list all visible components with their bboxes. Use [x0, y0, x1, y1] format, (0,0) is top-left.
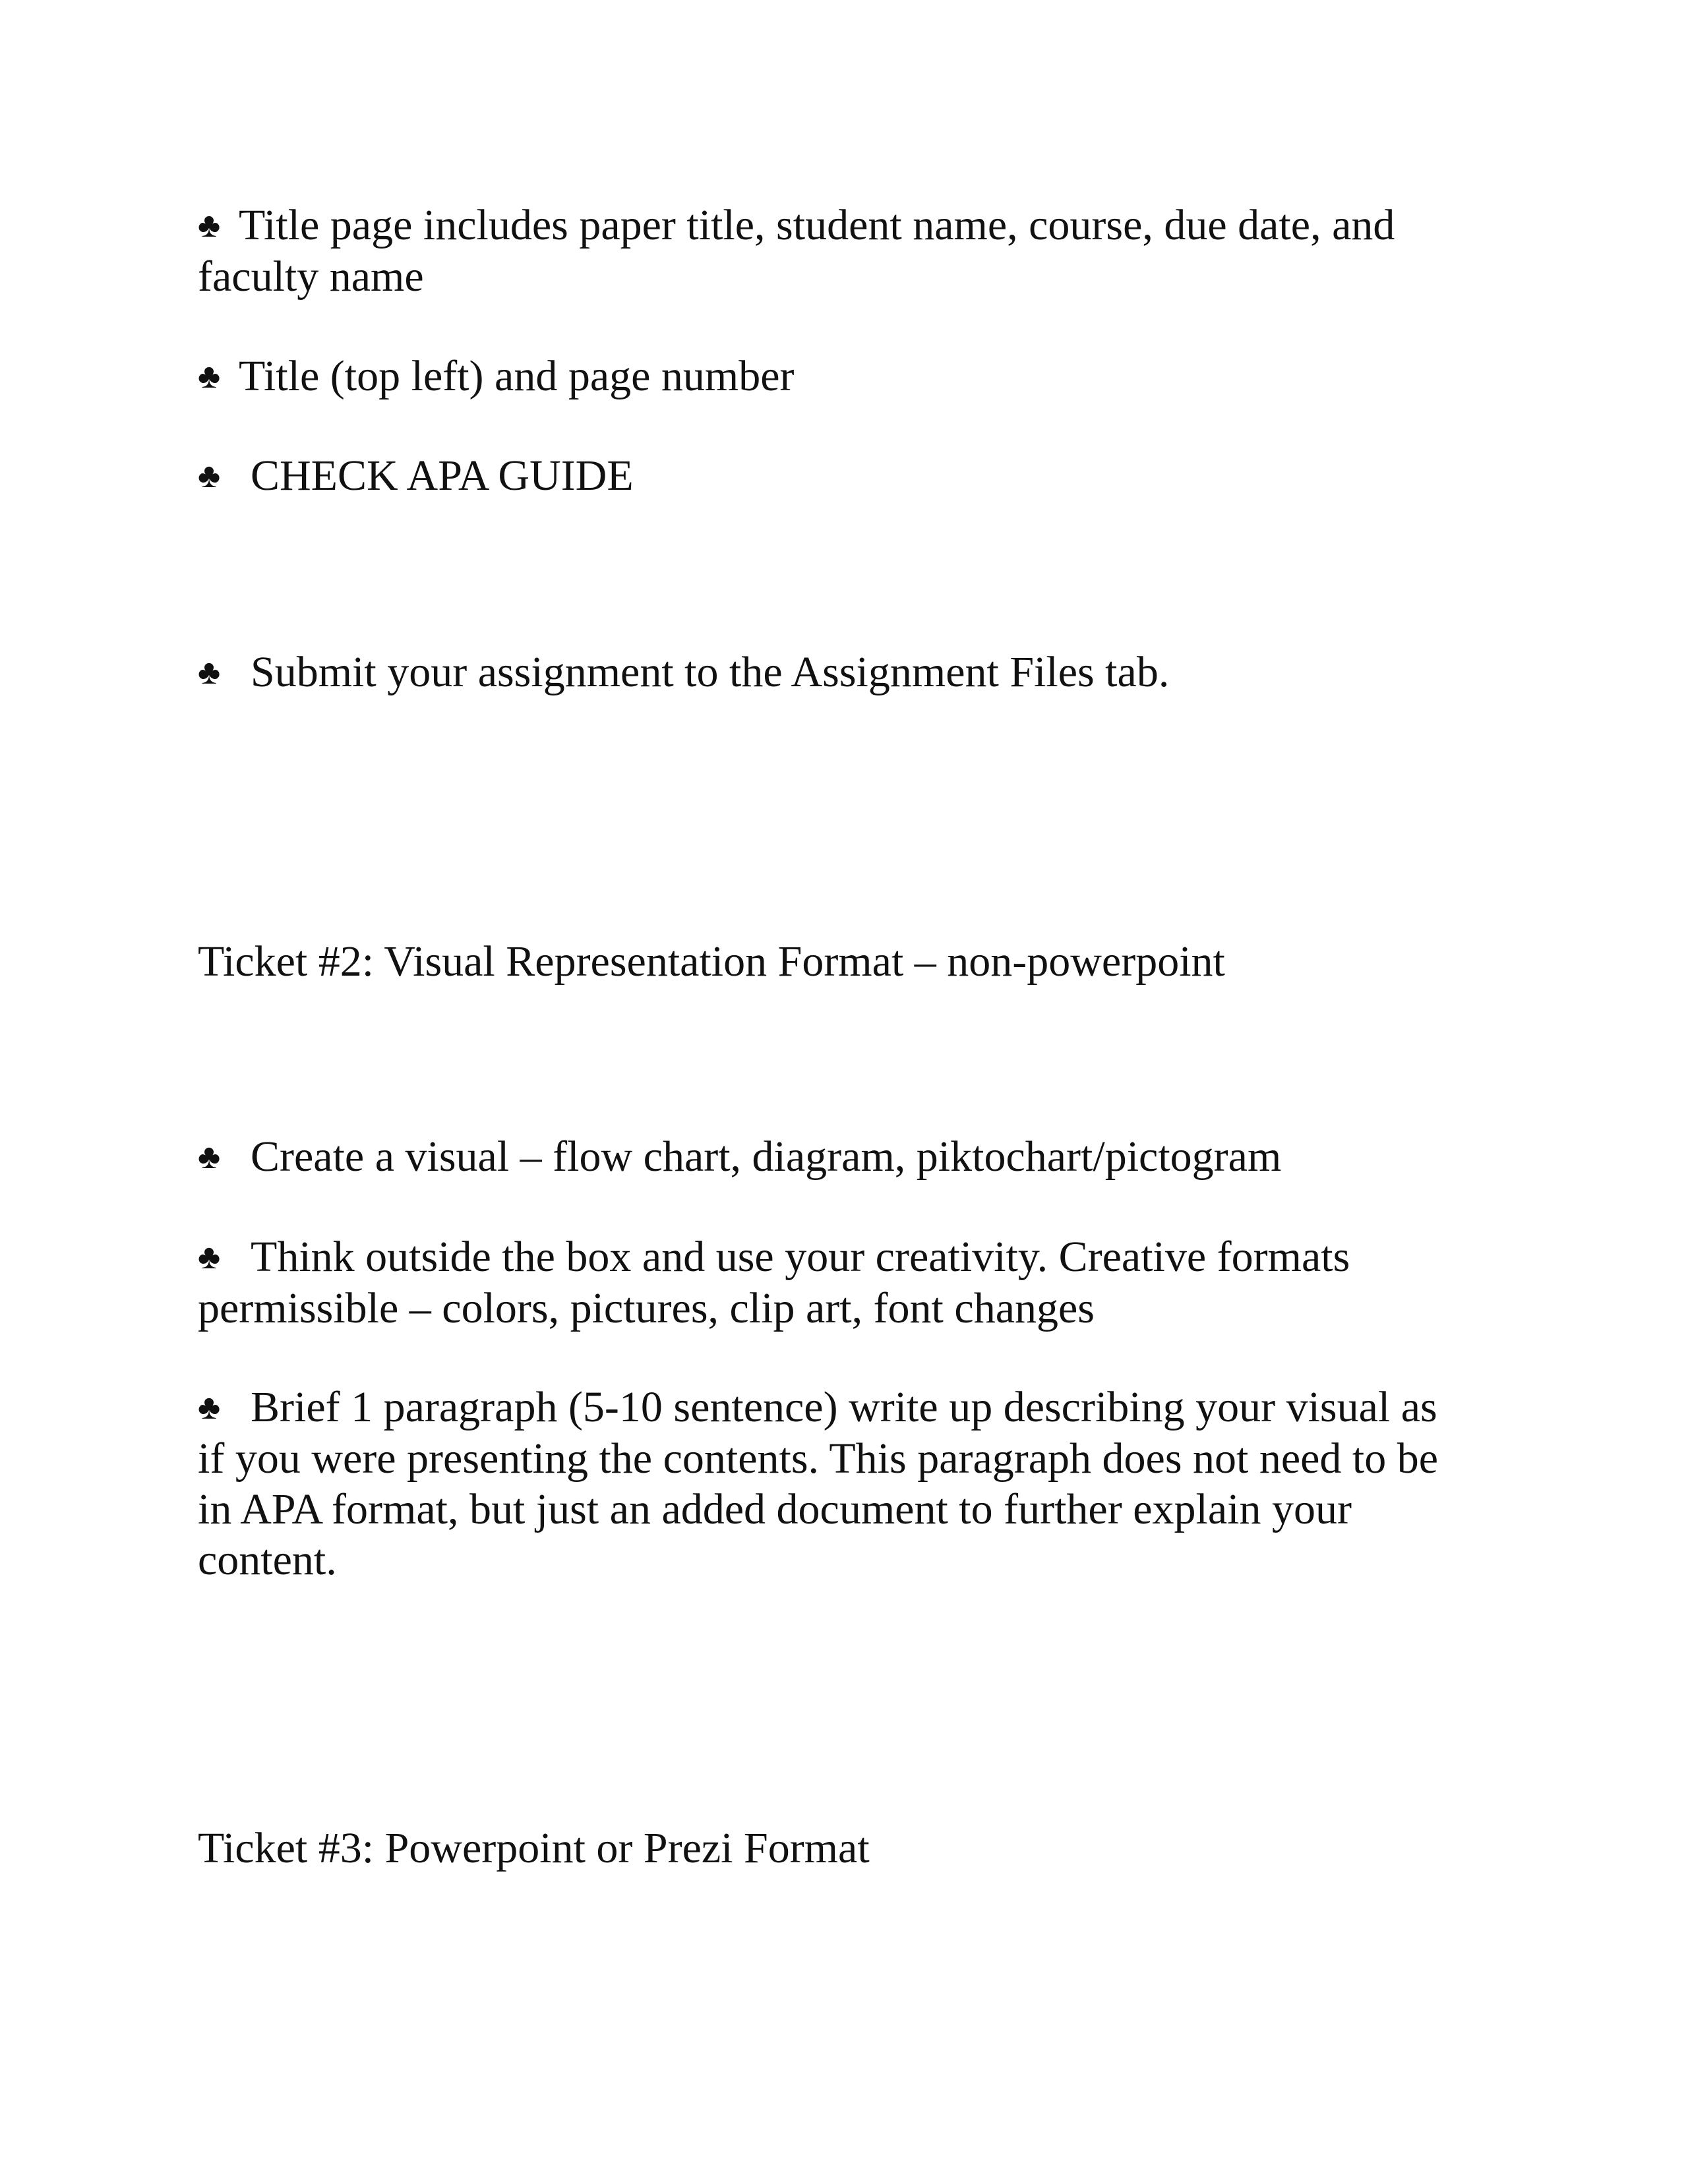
ticket-2-heading: Ticket #2: Visual Representation Format – non-powerpoint: [198, 937, 1225, 986]
club-bullet-icon: ♣: [198, 1138, 221, 1176]
bullet-continuation: if you were presenting the contents. This paragraph does not need to be: [198, 1434, 1439, 1483]
bullet-item-title-page: [198, 200, 1490, 302]
bullet-item-create-visual: [198, 1131, 1490, 1183]
bullet-text: Create a visual – flow chart, diagram, piktochart/pictogram: [251, 1133, 1282, 1181]
club-bullet-icon: ♣: [198, 358, 221, 396]
bullet-item-title-page-number: [198, 351, 1490, 402]
club-bullet-icon: ♣: [198, 654, 221, 692]
bullet-text: Think outside the box and use your creativity. Creative formats: [251, 1233, 1350, 1281]
bullet-item-brief-paragraph: [198, 1382, 1490, 1585]
bullet-item-submit: [198, 647, 1490, 698]
ticket-3-heading: Ticket #3: Powerpoint or Prezi Format: [198, 1824, 870, 1872]
bullet-item-check-apa: [198, 450, 1490, 502]
bullet-text: CHECK APA GUIDE: [251, 452, 634, 500]
club-bullet-icon: ♣: [198, 207, 221, 245]
bullet-text: Title (top left) and page number: [239, 352, 795, 400]
bullet-text: Brief 1 paragraph (5-10 sentence) write up describing your visual as: [251, 1383, 1437, 1431]
bullet-continuation: content.: [198, 1536, 337, 1584]
club-bullet-icon: ♣: [198, 1389, 221, 1427]
bullet-continuation: in APA format, but just an added document to further explain your: [198, 1485, 1352, 1533]
bullet-item-think-outside: [198, 1231, 1490, 1334]
club-bullet-icon: ♣: [198, 457, 221, 495]
bullet-text: Title page includes paper title, student name, course, due date, and: [239, 201, 1395, 249]
bullet-continuation: faculty name: [198, 252, 424, 301]
bullet-text: Submit your assignment to the Assignment Files tab.: [251, 648, 1170, 696]
club-bullet-icon: ♣: [198, 1239, 221, 1276]
bullet-continuation: permissible – colors, pictures, clip art, font changes: [198, 1284, 1095, 1332]
